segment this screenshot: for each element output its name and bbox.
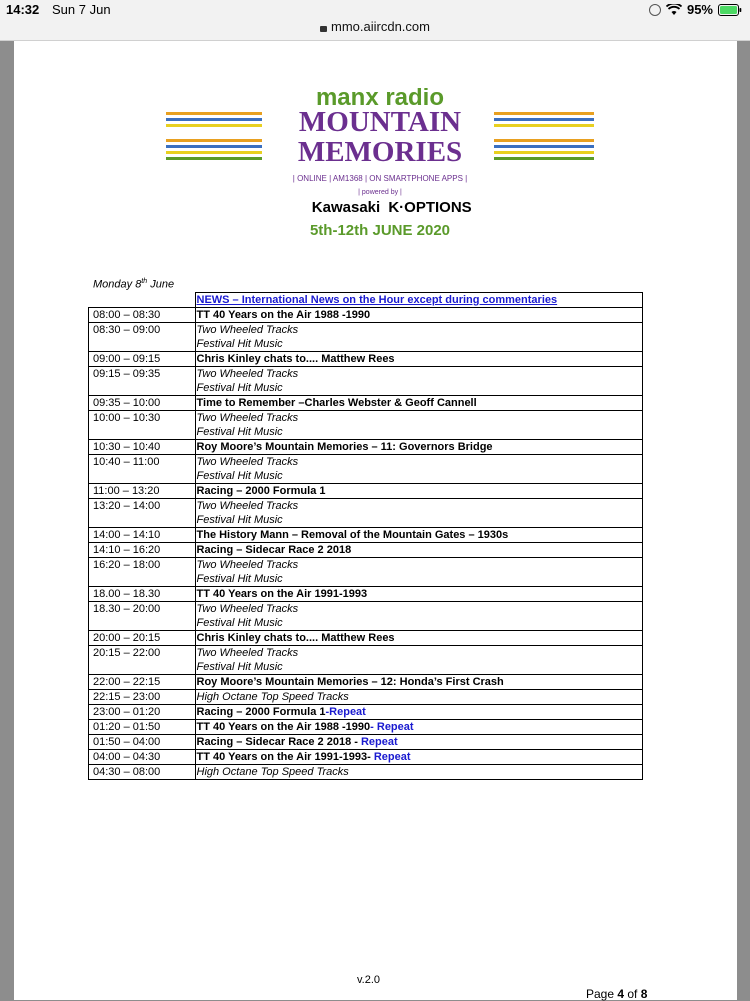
schedule-time: 04:30 – 08:00 xyxy=(89,765,196,780)
schedule-programme xyxy=(195,528,643,543)
schedule-time: 10:40 – 11:00 xyxy=(89,455,196,484)
schedule-row xyxy=(89,499,643,528)
schedule-row xyxy=(89,367,643,396)
schedule-music xyxy=(195,367,643,396)
schedule-row xyxy=(89,440,643,455)
schedule-body xyxy=(89,293,643,780)
logo-dates: 5th-12th JUNE 2020 xyxy=(309,222,451,239)
programme-title: Chris Kinley chats to.... Matthew Rees xyxy=(196,353,395,365)
schedule-time: 08:00 – 08:30 xyxy=(89,308,196,323)
schedule-time: 20:00 – 20:15 xyxy=(89,631,196,646)
music-line: Festival Hit Music xyxy=(196,617,283,629)
schedule-time: 23:00 – 01:20 xyxy=(89,705,196,720)
schedule-programme xyxy=(195,735,643,750)
programme-title: Racing – Sidecar Race 2 2018 - xyxy=(196,736,361,748)
schedule-music xyxy=(195,602,643,631)
logo-sponsor-koptions: K·OPTIONS xyxy=(388,199,472,216)
logo-powered-by: | powered by | xyxy=(358,189,402,196)
ios-status-bar xyxy=(0,0,750,20)
schedule-programme xyxy=(195,484,643,499)
status-date: Sun 7 Jun xyxy=(52,2,111,17)
url-text: mmo.aiircdn.com xyxy=(331,19,430,34)
programme-title: TT 40 Years on the Air 1988 -1990 xyxy=(196,309,371,321)
schedule-row xyxy=(89,765,643,780)
schedule-programme xyxy=(195,543,643,558)
music-line: Two Wheeled Tracks xyxy=(196,559,299,571)
music-line: Two Wheeled Tracks xyxy=(196,324,299,336)
schedule-time: 18.30 – 20:00 xyxy=(89,602,196,631)
schedule-programme xyxy=(195,308,643,323)
version-label: v.2.0 xyxy=(357,974,381,986)
browser-url-bar[interactable] xyxy=(0,20,750,41)
schedule-row xyxy=(89,750,643,765)
music-line: Festival Hit Music xyxy=(196,470,283,482)
schedule-time: 22:00 – 22:15 xyxy=(89,675,196,690)
schedule-row xyxy=(89,543,643,558)
music-line: Two Wheeled Tracks xyxy=(196,500,299,512)
programme-title: Time to Remember –Charles Webster & Geoff Cannell xyxy=(196,397,477,409)
schedule-row xyxy=(89,528,643,543)
schedule-table xyxy=(88,292,643,780)
schedule-time: 01:50 – 04:00 xyxy=(89,735,196,750)
schedule-time: 09:15 – 09:35 xyxy=(89,367,196,396)
schedule-programme xyxy=(195,705,643,720)
logo-platforms: | ONLINE | AM1368 | ON SMARTPHONE APPS | xyxy=(292,174,468,183)
schedule-row xyxy=(89,352,643,367)
music-line: Two Wheeled Tracks xyxy=(196,412,299,424)
schedule-time: 14:10 – 16:20 xyxy=(89,543,196,558)
page-indicator: Page 4 of 8 xyxy=(586,987,648,1001)
schedule-music xyxy=(195,690,643,705)
schedule-music xyxy=(195,558,643,587)
music-line: Festival Hit Music xyxy=(196,514,283,526)
schedule-programme xyxy=(195,396,643,411)
programme-title: Racing – Sidecar Race 2 2018 xyxy=(196,544,352,556)
schedule-time: 04:00 – 04:30 xyxy=(89,750,196,765)
schedule-time: 14:00 – 14:10 xyxy=(89,528,196,543)
schedule-programme xyxy=(195,352,643,367)
lock-icon xyxy=(320,26,327,32)
wifi-icon xyxy=(666,4,682,16)
schedule-programme xyxy=(195,720,643,735)
schedule-row xyxy=(89,646,643,675)
schedule-time: 01:20 – 01:50 xyxy=(89,720,196,735)
schedule-row xyxy=(89,323,643,352)
status-right xyxy=(649,2,742,17)
repeat-label: Repeat xyxy=(360,736,398,748)
schedule-programme xyxy=(195,631,643,646)
schedule-row xyxy=(89,631,643,646)
logo-line2: MOUNTAIN xyxy=(298,106,462,138)
schedule-music xyxy=(195,646,643,675)
music-line: Two Wheeled Tracks xyxy=(196,647,299,659)
logo-sponsor-kawasaki: Kawasaki xyxy=(311,199,381,216)
programme-title: TT 40 Years on the Air 1991-1993- xyxy=(196,751,374,763)
music-line: Two Wheeled Tracks xyxy=(196,456,299,468)
programme-title: Roy Moore’s Mountain Memories – 11: Governors Bridge xyxy=(196,441,493,453)
schedule-row xyxy=(89,396,643,411)
schedule-time: 09:00 – 09:15 xyxy=(89,352,196,367)
news-time-cell xyxy=(89,293,196,308)
logo-line1: manx radio xyxy=(315,88,445,111)
music-line: Festival Hit Music xyxy=(196,573,283,585)
mountain-memories-logo xyxy=(166,88,594,268)
schedule-programme xyxy=(195,675,643,690)
schedule-row xyxy=(89,675,643,690)
music-line: Festival Hit Music xyxy=(196,661,283,673)
schedule-music xyxy=(195,499,643,528)
music-line: Festival Hit Music xyxy=(196,426,283,438)
schedule-row xyxy=(89,705,643,720)
battery-percent: 95% xyxy=(686,2,713,17)
schedule-time: 16:20 – 18:00 xyxy=(89,558,196,587)
music-line: High Octane Top Speed Tracks xyxy=(196,691,349,703)
schedule-row xyxy=(89,735,643,750)
programme-title: Chris Kinley chats to.... Matthew Rees xyxy=(196,632,395,644)
music-line: Festival Hit Music xyxy=(196,338,283,350)
schedule-music xyxy=(195,411,643,440)
schedule-time: 18.00 – 18.30 xyxy=(89,587,196,602)
schedule-time: 11:00 – 13:20 xyxy=(89,484,196,499)
schedule-programme xyxy=(195,440,643,455)
schedule-row xyxy=(89,308,643,323)
schedule-time: 13:20 – 14:00 xyxy=(89,499,196,528)
news-header[interactable]: NEWS – International News on the Hour except during commentaries xyxy=(195,293,643,308)
music-line: Two Wheeled Tracks xyxy=(196,368,299,380)
programme-title: TT 40 Years on the Air 1991-1993 xyxy=(196,588,368,600)
repeat-label: -Repeat xyxy=(325,706,366,718)
schedule-programme xyxy=(195,750,643,765)
logo-line3: MEMORIES xyxy=(297,136,463,168)
schedule-row xyxy=(89,484,643,499)
music-line: High Octane Top Speed Tracks xyxy=(196,766,349,778)
programme-title: Roy Moore’s Mountain Memories – 12: Honda’s First Crash xyxy=(196,676,504,688)
orientation-lock-icon xyxy=(649,4,661,16)
schedule-row xyxy=(89,411,643,440)
programme-title: Racing – 2000 Formula 1 xyxy=(196,706,326,718)
programme-title: The History Mann – Removal of the Mountain Gates – 1930s xyxy=(196,529,509,541)
repeat-label: Repeat xyxy=(373,751,411,763)
schedule-row xyxy=(89,720,643,735)
schedule-row xyxy=(89,558,643,587)
schedule-music xyxy=(195,765,643,780)
schedule-time: 10:00 – 10:30 xyxy=(89,411,196,440)
programme-title: TT 40 Years on the Air 1988 -1990 xyxy=(196,721,371,733)
news-row xyxy=(89,293,643,308)
schedule-time: 20:15 – 22:00 xyxy=(89,646,196,675)
schedule-programme xyxy=(195,587,643,602)
schedule-time: 08:30 – 09:00 xyxy=(89,323,196,352)
music-line: Festival Hit Music xyxy=(196,382,283,394)
schedule-music xyxy=(195,323,643,352)
music-line: Two Wheeled Tracks xyxy=(196,603,299,615)
schedule-time: 22:15 – 23:00 xyxy=(89,690,196,705)
programme-title: Racing – 2000 Formula 1 xyxy=(196,485,326,497)
schedule-time: 10:30 – 10:40 xyxy=(89,440,196,455)
repeat-label: - Repeat xyxy=(370,721,414,733)
schedule-row xyxy=(89,587,643,602)
schedule-time: 09:35 – 10:00 xyxy=(89,396,196,411)
day-label: Monday 8th June xyxy=(93,278,175,291)
schedule-row xyxy=(89,690,643,705)
battery-icon xyxy=(718,4,742,16)
status-time: 14:32 xyxy=(6,2,40,17)
schedule-music xyxy=(195,455,643,484)
schedule-row xyxy=(89,602,643,631)
schedule-row xyxy=(89,455,643,484)
